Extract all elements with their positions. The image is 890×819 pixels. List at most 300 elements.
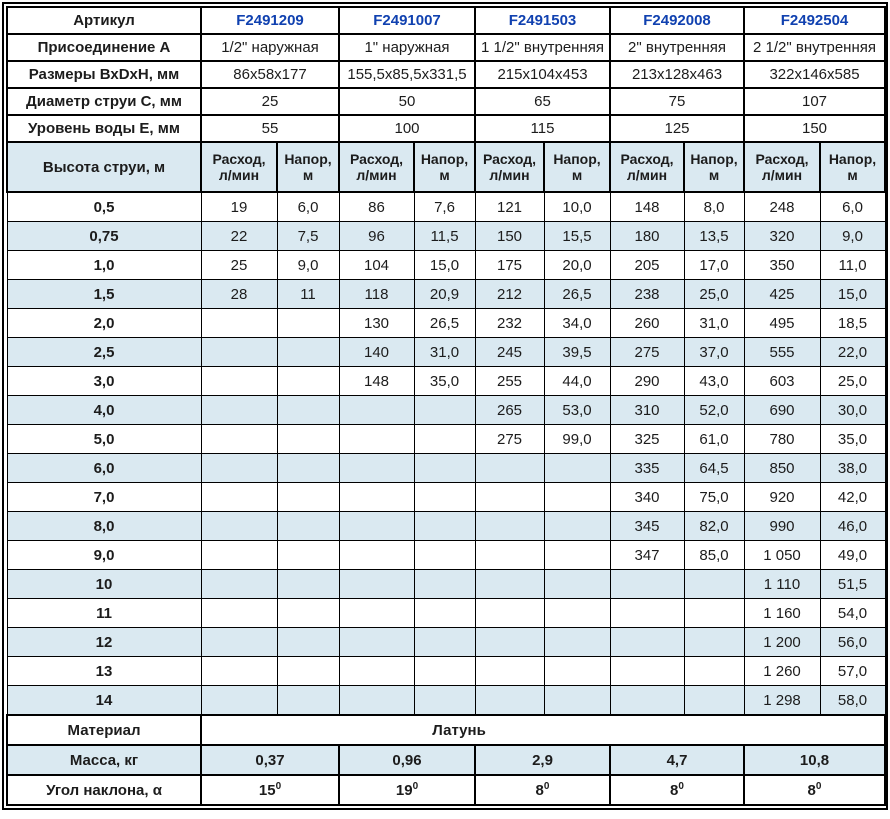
- angle-degree-sup: 0: [815, 780, 822, 792]
- head-value-cell: 6,0: [277, 192, 339, 222]
- head-value-cell: 56,0: [820, 628, 885, 657]
- flow-value-cell: [610, 628, 684, 657]
- flow-value-cell: [339, 686, 414, 716]
- jet-diameter-value: 75: [610, 88, 744, 115]
- head-value-cell: 7,6: [414, 192, 475, 222]
- angle-number: 15: [258, 781, 276, 799]
- jet-diameter-value: 50: [339, 88, 475, 115]
- flow-header-line2: л/мин: [356, 167, 397, 183]
- flow-value-cell: 425: [744, 280, 820, 309]
- flow-value-cell: [201, 686, 277, 716]
- jet-height-value: 2,5: [7, 338, 201, 367]
- spec-table: [6, 6, 886, 806]
- head-value-cell: 15,0: [414, 251, 475, 280]
- flow-value-cell: [201, 425, 277, 454]
- head-value-cell: 20,0: [544, 251, 610, 280]
- head-value-cell: [277, 570, 339, 599]
- flow-value-cell: 148: [610, 192, 684, 222]
- angle-degree-sup: 0: [275, 780, 282, 792]
- head-value-cell: [414, 396, 475, 425]
- head-value-cell: 22,0: [820, 338, 885, 367]
- flow-value-cell: 175: [475, 251, 544, 280]
- head-value-cell: [544, 454, 610, 483]
- angle-degree-sup: 0: [412, 780, 419, 792]
- flow-value-cell: 555: [744, 338, 820, 367]
- head-value-cell: 8,0: [684, 192, 744, 222]
- angle-number: 8: [807, 781, 816, 799]
- flow-value-cell: 28: [201, 280, 277, 309]
- angle-degree-sup: 0: [543, 780, 550, 792]
- head-value-cell: 64,5: [684, 454, 744, 483]
- mass-value: 0,96: [339, 745, 475, 775]
- flow-value-cell: 1 200: [744, 628, 820, 657]
- jet-height-value: 8,0: [7, 512, 201, 541]
- flow-header-line2: л/мин: [626, 167, 668, 183]
- flow-value-cell: 205: [610, 251, 684, 280]
- flow-value-cell: [610, 599, 684, 628]
- head-value-cell: 31,0: [684, 309, 744, 338]
- head-value-cell: 58,0: [820, 686, 885, 716]
- head-value-cell: [414, 628, 475, 657]
- head-value-cell: 53,0: [544, 396, 610, 425]
- jet-row: [7, 512, 885, 541]
- head-value-cell: 44,0: [544, 367, 610, 396]
- flow-value-cell: 121: [475, 192, 544, 222]
- jet-diameter-row: [7, 88, 885, 115]
- jet-height-value: 5,0: [7, 425, 201, 454]
- flow-value-cell: 340: [610, 483, 684, 512]
- material-row: [7, 715, 885, 745]
- flow-value-cell: 350: [744, 251, 820, 280]
- head-value-cell: 31,0: [414, 338, 475, 367]
- head-value-cell: [277, 512, 339, 541]
- head-value-cell: [277, 396, 339, 425]
- flow-value-cell: 1 050: [744, 541, 820, 570]
- head-value-cell: 75,0: [684, 483, 744, 512]
- flow-value-cell: 1 160: [744, 599, 820, 628]
- flow-value-cell: 990: [744, 512, 820, 541]
- head-value-cell: 7,5: [277, 222, 339, 251]
- head-value-cell: 34,0: [544, 309, 610, 338]
- flow-header-cell: [475, 142, 544, 192]
- flow-header-line2: л/мин: [761, 167, 803, 183]
- flow-value-cell: [339, 541, 414, 570]
- head-header-line1: Напор,: [828, 150, 877, 167]
- head-value-cell: 51,5: [820, 570, 885, 599]
- jet-height-value: 9,0: [7, 541, 201, 570]
- flow-value-cell: [475, 541, 544, 570]
- flow-value-cell: [475, 686, 544, 716]
- flow-value-cell: 248: [744, 192, 820, 222]
- flow-header-line2: л/мин: [489, 167, 530, 183]
- head-header-line2: м: [847, 167, 858, 183]
- flow-value-cell: [610, 686, 684, 716]
- head-value-cell: [684, 657, 744, 686]
- head-header-line2: м: [708, 167, 720, 183]
- flow-value-cell: 118: [339, 280, 414, 309]
- mass-value: 2,9: [475, 745, 610, 775]
- head-value-cell: 9,0: [820, 222, 885, 251]
- head-value-cell: 35,0: [820, 425, 885, 454]
- flow-value-cell: 25: [201, 251, 277, 280]
- head-value-cell: 11: [277, 280, 339, 309]
- head-value-cell: 35,0: [414, 367, 475, 396]
- head-value-cell: 52,0: [684, 396, 744, 425]
- head-header-line2: м: [571, 167, 583, 183]
- head-value-cell: 25,0: [820, 367, 885, 396]
- flow-value-cell: [201, 599, 277, 628]
- head-header-line1: Напор,: [420, 150, 469, 167]
- flow-value-cell: [201, 454, 277, 483]
- head-value-cell: [277, 309, 339, 338]
- jet-row: [7, 570, 885, 599]
- head-value-cell: 26,5: [414, 309, 475, 338]
- flow-value-cell: 310: [610, 396, 684, 425]
- head-value-cell: 30,0: [820, 396, 885, 425]
- flow-header-line1: Расход,: [349, 150, 404, 167]
- flow-value-cell: [475, 570, 544, 599]
- head-value-cell: [544, 483, 610, 512]
- jet-row: [7, 628, 885, 657]
- head-value-cell: [414, 570, 475, 599]
- flow-value-cell: [475, 512, 544, 541]
- head-value-cell: 6,0: [820, 192, 885, 222]
- head-value-cell: 61,0: [684, 425, 744, 454]
- material-label: Материал: [7, 715, 201, 745]
- angle-number: 8: [535, 781, 544, 799]
- head-value-cell: 57,0: [820, 657, 885, 686]
- mass-value: 10,8: [744, 745, 885, 775]
- flow-value-cell: [339, 570, 414, 599]
- jet-height-header-row: [7, 142, 885, 192]
- jet-height-value: 3,0: [7, 367, 201, 396]
- flow-header-cell: [744, 142, 820, 192]
- flow-value-cell: [475, 599, 544, 628]
- flow-value-cell: [475, 483, 544, 512]
- head-value-cell: [414, 686, 475, 716]
- head-value-cell: [277, 454, 339, 483]
- jet-height-value: 2,0: [7, 309, 201, 338]
- flow-value-cell: 275: [610, 338, 684, 367]
- flow-value-cell: [339, 483, 414, 512]
- flow-value-cell: [339, 628, 414, 657]
- head-value-cell: 9,0: [277, 251, 339, 280]
- head-value-cell: 11,0: [820, 251, 885, 280]
- angle-label: Угол наклона, α: [7, 775, 201, 805]
- jet-row: [7, 222, 885, 251]
- head-value-cell: 11,5: [414, 222, 475, 251]
- flow-value-cell: 212: [475, 280, 544, 309]
- jet-height-value: 6,0: [7, 454, 201, 483]
- flow-value-cell: 148: [339, 367, 414, 396]
- head-header-line2: м: [439, 167, 450, 183]
- flow-value-cell: [610, 570, 684, 599]
- head-header-line1: Напор,: [553, 150, 601, 167]
- angle-value: [339, 775, 475, 805]
- flow-header-line1: Расход,: [482, 150, 537, 167]
- jet-height-value: 12: [7, 628, 201, 657]
- flow-value-cell: 140: [339, 338, 414, 367]
- flow-value-cell: 780: [744, 425, 820, 454]
- flow-value-cell: 22: [201, 222, 277, 251]
- flow-header-line2: л/мин: [218, 167, 260, 183]
- flow-value-cell: 347: [610, 541, 684, 570]
- jet-height-value: 1,5: [7, 280, 201, 309]
- head-value-cell: [414, 425, 475, 454]
- flow-header-line1: Расход,: [755, 150, 809, 167]
- flow-value-cell: 603: [744, 367, 820, 396]
- flow-value-cell: [339, 657, 414, 686]
- flow-value-cell: [201, 396, 277, 425]
- flow-value-cell: 320: [744, 222, 820, 251]
- jet-height-value: 1,0: [7, 251, 201, 280]
- head-value-cell: 85,0: [684, 541, 744, 570]
- flow-value-cell: 180: [610, 222, 684, 251]
- water-level-value: 125: [610, 115, 744, 142]
- article-number: F2491007: [339, 7, 475, 34]
- flow-value-cell: [201, 483, 277, 512]
- article-number: F2491209: [201, 7, 339, 34]
- head-value-cell: 37,0: [684, 338, 744, 367]
- flow-value-cell: [339, 454, 414, 483]
- jet-row: [7, 686, 885, 716]
- head-value-cell: 15,5: [544, 222, 610, 251]
- head-header-line1: Напор,: [284, 150, 332, 167]
- flow-value-cell: [339, 599, 414, 628]
- flow-value-cell: 690: [744, 396, 820, 425]
- flow-value-cell: 495: [744, 309, 820, 338]
- connection-value: 1 1/2" внутренняя: [475, 34, 610, 61]
- jet-row: [7, 251, 885, 280]
- flow-value-cell: 104: [339, 251, 414, 280]
- connection-row: [7, 34, 885, 61]
- flow-value-cell: 245: [475, 338, 544, 367]
- water-level-value: 150: [744, 115, 885, 142]
- flow-value-cell: 238: [610, 280, 684, 309]
- flow-value-cell: 19: [201, 192, 277, 222]
- flow-value-cell: 290: [610, 367, 684, 396]
- article-row: [7, 7, 885, 34]
- flow-value-cell: 345: [610, 512, 684, 541]
- jet-height-value: 4,0: [7, 396, 201, 425]
- head-value-cell: 10,0: [544, 192, 610, 222]
- head-value-cell: [684, 686, 744, 716]
- jet-height-value: 11: [7, 599, 201, 628]
- head-value-cell: [277, 338, 339, 367]
- flow-value-cell: [201, 628, 277, 657]
- head-value-cell: [544, 512, 610, 541]
- dimensions-label: Размеры ВхDхН, мм: [7, 61, 201, 88]
- head-value-cell: [684, 570, 744, 599]
- flow-header-cell: [339, 142, 414, 192]
- water-level-row: [7, 115, 885, 142]
- connection-value: 1/2" наружная: [201, 34, 339, 61]
- jet-row: [7, 483, 885, 512]
- head-value-cell: [277, 541, 339, 570]
- head-value-cell: 15,0: [820, 280, 885, 309]
- head-value-cell: [544, 657, 610, 686]
- head-value-cell: 20,9: [414, 280, 475, 309]
- flow-value-cell: 1 260: [744, 657, 820, 686]
- connection-value: 2" внутренняя: [610, 34, 744, 61]
- head-value-cell: [684, 599, 744, 628]
- head-header-cell: [820, 142, 885, 192]
- head-value-cell: 43,0: [684, 367, 744, 396]
- angle-value: [475, 775, 610, 805]
- jet-row: [7, 309, 885, 338]
- flow-value-cell: 850: [744, 454, 820, 483]
- head-value-cell: 42,0: [820, 483, 885, 512]
- flow-value-cell: 920: [744, 483, 820, 512]
- jet-diameter-value: 65: [475, 88, 610, 115]
- dimensions-value: 215х104х453: [475, 61, 610, 88]
- head-value-cell: 38,0: [820, 454, 885, 483]
- dimensions-value: 155,5х85,5х331,5: [339, 61, 475, 88]
- jet-rows-body: [7, 192, 885, 715]
- jet-height-value: 10: [7, 570, 201, 599]
- flow-value-cell: [475, 628, 544, 657]
- head-value-cell: [414, 483, 475, 512]
- head-value-cell: [544, 599, 610, 628]
- angle-value: [610, 775, 744, 805]
- flow-header-cell: [610, 142, 684, 192]
- flow-value-cell: [475, 657, 544, 686]
- head-value-cell: [414, 599, 475, 628]
- dimensions-value: 322х146х585: [744, 61, 885, 88]
- jet-row: [7, 338, 885, 367]
- spec-table-frame: [2, 2, 888, 810]
- jet-row: [7, 454, 885, 483]
- head-value-cell: [277, 425, 339, 454]
- water-level-value: 100: [339, 115, 475, 142]
- head-header-line1: Напор,: [690, 150, 738, 167]
- flow-value-cell: [339, 512, 414, 541]
- flow-value-cell: [201, 541, 277, 570]
- head-value-cell: 49,0: [820, 541, 885, 570]
- angle-row: [7, 775, 885, 805]
- flow-header-line1: Расход,: [212, 150, 266, 167]
- head-header-cell: [414, 142, 475, 192]
- flow-value-cell: [201, 512, 277, 541]
- head-header-cell: [544, 142, 610, 192]
- jet-diameter-value: 107: [744, 88, 885, 115]
- flow-value-cell: [201, 309, 277, 338]
- mass-row: [7, 745, 885, 775]
- head-value-cell: [277, 686, 339, 716]
- head-value-cell: [277, 628, 339, 657]
- dimensions-row: [7, 61, 885, 88]
- dimensions-value: 213х128х463: [610, 61, 744, 88]
- jet-height-value: 0,75: [7, 222, 201, 251]
- flow-value-cell: [339, 396, 414, 425]
- jet-row: [7, 280, 885, 309]
- flow-value-cell: 130: [339, 309, 414, 338]
- flow-value-cell: 260: [610, 309, 684, 338]
- flow-header-cell: [201, 142, 277, 192]
- jet-height-value: 14: [7, 686, 201, 716]
- head-value-cell: [414, 512, 475, 541]
- flow-value-cell: 96: [339, 222, 414, 251]
- jet-diameter-label: Диаметр струи С, мм: [7, 88, 201, 115]
- connection-label: Присоединение А: [7, 34, 201, 61]
- jet-diameter-value: 25: [201, 88, 339, 115]
- head-value-cell: 46,0: [820, 512, 885, 541]
- flow-value-cell: [201, 657, 277, 686]
- flow-header-line1: Расход,: [620, 150, 674, 167]
- flow-value-cell: 255: [475, 367, 544, 396]
- head-value-cell: [277, 657, 339, 686]
- head-value-cell: 25,0: [684, 280, 744, 309]
- jet-height-header-label: Высота струи, м: [7, 142, 201, 192]
- flow-value-cell: 150: [475, 222, 544, 251]
- flow-value-cell: 275: [475, 425, 544, 454]
- mass-value: 4,7: [610, 745, 744, 775]
- connection-value: 2 1/2" внутренняя: [744, 34, 885, 61]
- flow-value-cell: 325: [610, 425, 684, 454]
- water-level-value: 115: [475, 115, 610, 142]
- jet-row: [7, 541, 885, 570]
- head-header-line2: м: [302, 167, 314, 183]
- head-value-cell: 39,5: [544, 338, 610, 367]
- article-label: Артикул: [7, 7, 201, 34]
- head-value-cell: [277, 367, 339, 396]
- jet-row: [7, 192, 885, 222]
- head-value-cell: 26,5: [544, 280, 610, 309]
- dimensions-value: 86х58х177: [201, 61, 339, 88]
- jet-row: [7, 599, 885, 628]
- jet-row: [7, 396, 885, 425]
- flow-value-cell: [201, 367, 277, 396]
- angle-degree-sup: 0: [678, 780, 684, 792]
- head-value-cell: [544, 686, 610, 716]
- head-value-cell: [544, 541, 610, 570]
- head-value-cell: [414, 541, 475, 570]
- article-number: F2492008: [610, 7, 744, 34]
- jet-height-value: 13: [7, 657, 201, 686]
- mass-value: 0,37: [201, 745, 339, 775]
- flow-value-cell: [475, 454, 544, 483]
- flow-value-cell: 86: [339, 192, 414, 222]
- flow-value-cell: [339, 425, 414, 454]
- head-value-cell: [414, 657, 475, 686]
- head-header-cell: [684, 142, 744, 192]
- head-value-cell: 17,0: [684, 251, 744, 280]
- flow-value-cell: [201, 338, 277, 367]
- head-value-cell: [684, 628, 744, 657]
- head-value-cell: 99,0: [544, 425, 610, 454]
- angle-value: [744, 775, 885, 805]
- article-number: F2491503: [475, 7, 610, 34]
- head-value-cell: 18,5: [820, 309, 885, 338]
- head-value-cell: 82,0: [684, 512, 744, 541]
- mass-label: Масса, кг: [7, 745, 201, 775]
- angle-number: 8: [670, 781, 679, 799]
- head-header-cell: [277, 142, 339, 192]
- article-number: F2492504: [744, 7, 885, 34]
- angle-number: 19: [395, 781, 413, 799]
- head-value-cell: [277, 483, 339, 512]
- jet-row: [7, 425, 885, 454]
- jet-height-value: 0,5: [7, 192, 201, 222]
- water-level-value: 55: [201, 115, 339, 142]
- material-value: Латунь: [201, 715, 885, 745]
- flow-value-cell: 1 110: [744, 570, 820, 599]
- head-value-cell: 54,0: [820, 599, 885, 628]
- flow-value-cell: 335: [610, 454, 684, 483]
- flow-value-cell: 232: [475, 309, 544, 338]
- flow-value-cell: [201, 570, 277, 599]
- jet-row: [7, 367, 885, 396]
